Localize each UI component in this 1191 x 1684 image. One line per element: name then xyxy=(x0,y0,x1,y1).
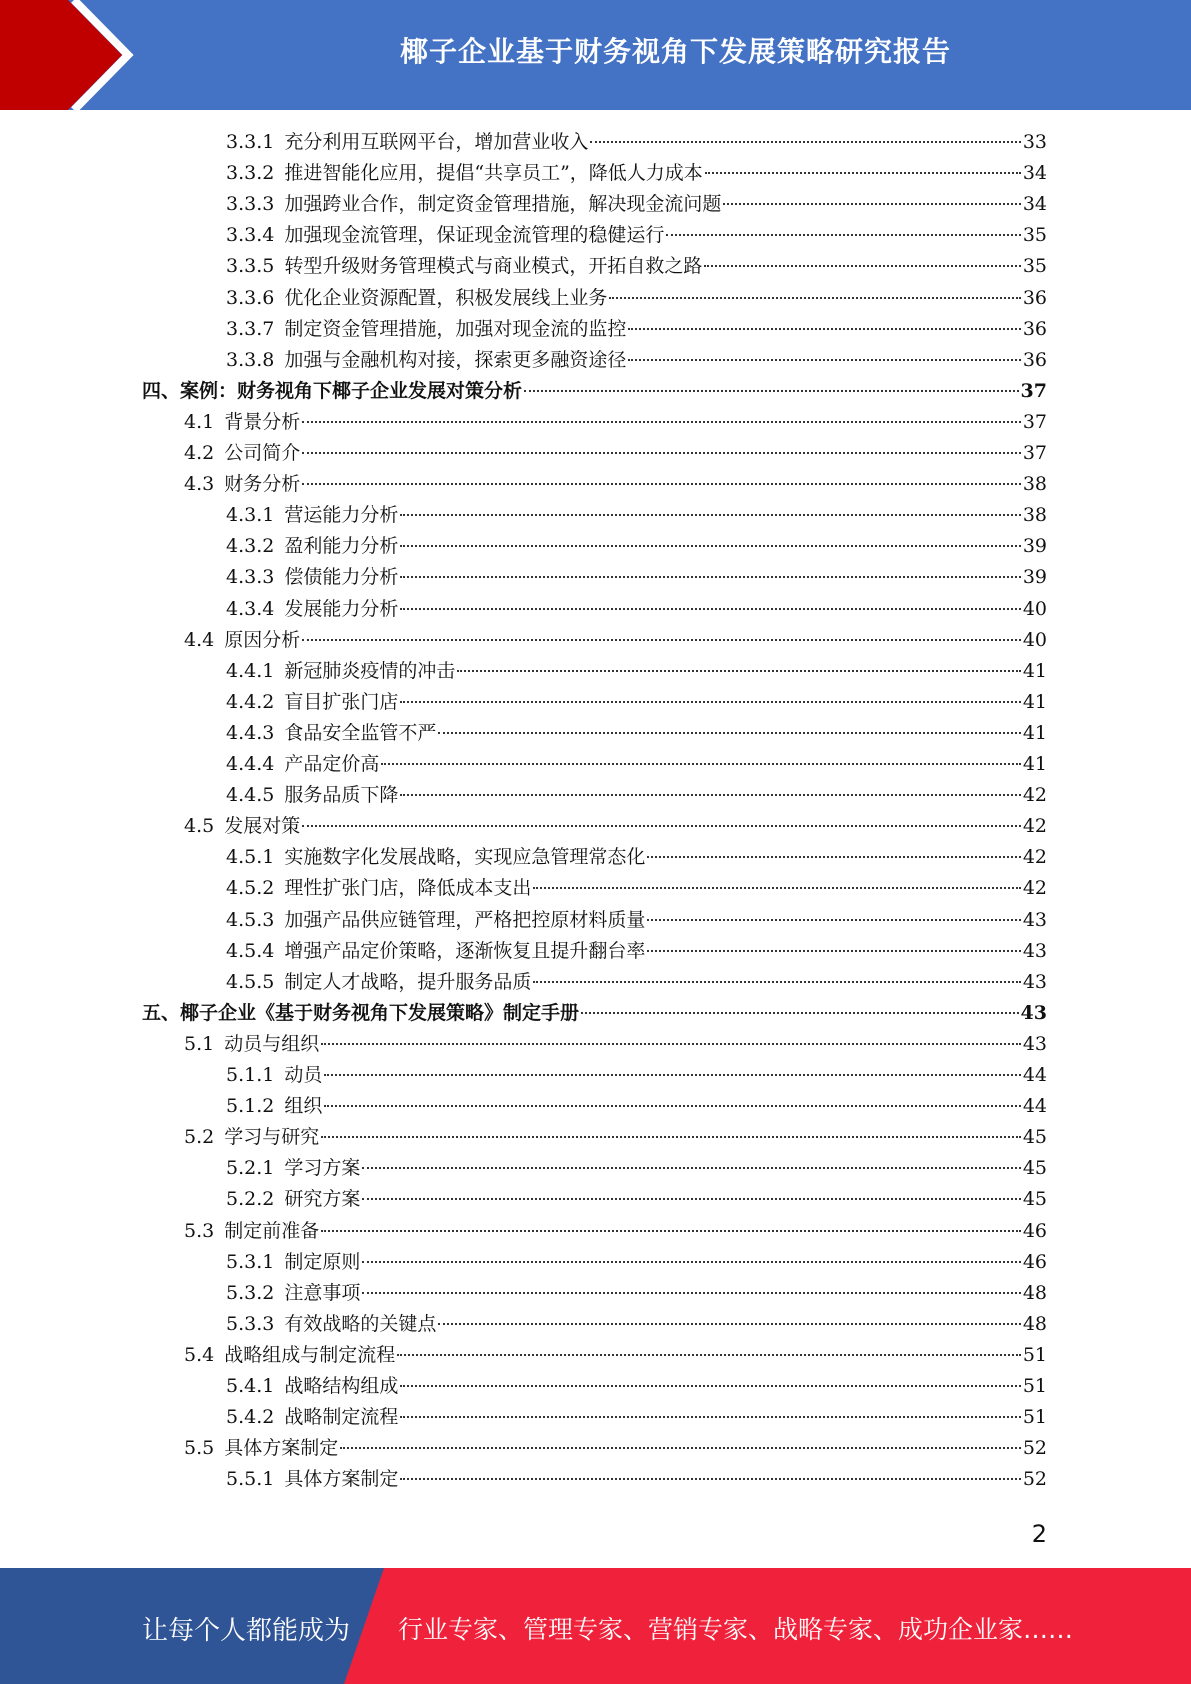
toc-entry[interactable] xyxy=(0,251,1191,282)
toc-entry-page: 42 xyxy=(1022,877,1047,900)
toc-entry-title: 盈利能力分析 xyxy=(284,535,399,558)
toc-entry[interactable] xyxy=(0,1060,1191,1091)
toc-dot-leader xyxy=(666,234,1020,236)
toc-entry-number: 3.3.2 xyxy=(226,162,275,185)
toc-entry[interactable] xyxy=(0,718,1191,749)
toc-entry-number: 5.3.3 xyxy=(226,1312,275,1335)
toc-entry-content xyxy=(226,780,1047,811)
toc-dot-leader xyxy=(397,1354,1021,1356)
toc-entry-content xyxy=(184,625,1047,656)
toc-entry-page: 39 xyxy=(1022,566,1047,589)
toc-entry-title: 研究方案 xyxy=(284,1188,361,1211)
toc-dot-leader xyxy=(628,359,1020,361)
toc-dot-leader xyxy=(321,1230,1021,1232)
toc-entry-content xyxy=(226,1371,1047,1402)
toc-entry-number: 5.3 xyxy=(184,1219,215,1242)
toc-entry-content xyxy=(226,531,1047,562)
document-title: 椰子企业基于财务视角下发展策略研究报告 xyxy=(399,35,951,68)
toc-entry-page: 43 xyxy=(1022,908,1047,931)
toc-dot-leader xyxy=(533,981,1020,983)
toc-dot-leader xyxy=(400,1478,1020,1480)
toc-entry-page: 41 xyxy=(1022,690,1047,713)
toc-entry[interactable] xyxy=(0,1371,1191,1402)
toc-entry-page: 45 xyxy=(1022,1126,1047,1149)
toc-dot-leader xyxy=(400,608,1020,610)
toc-entry[interactable] xyxy=(0,1309,1191,1340)
toc-entry-title: 推进智能化应用，提倡“共享员工”，降低人力成本 xyxy=(284,162,703,185)
toc-entry-number: 4.4.4 xyxy=(226,753,275,775)
toc-entry[interactable] xyxy=(0,345,1191,376)
toc-dot-leader xyxy=(457,670,1020,672)
toc-entry-title: 新冠肺炎疫情的冲击 xyxy=(284,659,456,682)
toc-entry[interactable] xyxy=(0,1216,1191,1247)
toc-entry-title: 制定资金管理措施，加强对现金流的监控 xyxy=(284,317,627,340)
toc-entry-page: 37 xyxy=(1020,379,1047,402)
header-arrow-decoration xyxy=(0,0,150,110)
toc-entry[interactable] xyxy=(0,1029,1191,1060)
toc-entry-title: 学习方案 xyxy=(284,1157,361,1180)
toc-entry-number: 4.3 xyxy=(184,473,215,496)
toc-entry-content xyxy=(226,873,1047,904)
toc-dot-leader xyxy=(400,794,1020,796)
toc-entry-number: 5.3.1 xyxy=(226,1250,275,1273)
toc-entry-page: 48 xyxy=(1022,1281,1047,1304)
toc-entry[interactable] xyxy=(0,656,1191,687)
toc-entry-page: 44 xyxy=(1022,1064,1047,1086)
toc-entry-number: 4.4.3 xyxy=(226,721,275,744)
toc-entry-content xyxy=(226,1278,1047,1309)
toc-entry[interactable] xyxy=(0,687,1191,718)
toc-entry-content xyxy=(184,469,1047,500)
toc-entry-number: 5.1.1 xyxy=(226,1064,275,1086)
toc-entry-number: 4.4.1 xyxy=(226,659,275,682)
toc-entry[interactable] xyxy=(0,749,1191,780)
toc-entry[interactable] xyxy=(0,127,1191,158)
toc-entry-content xyxy=(226,594,1047,625)
toc-entry-title: 产品定价高 xyxy=(284,753,380,775)
toc-entry-content xyxy=(226,905,1047,936)
toc-dot-leader xyxy=(362,1167,1020,1169)
toc-entry-number: 3.3.4 xyxy=(226,224,275,247)
toc-entry[interactable] xyxy=(0,1247,1191,1278)
toc-entry-page: 33 xyxy=(1022,131,1047,153)
toc-entry-number: 5.5.1 xyxy=(226,1468,275,1491)
toc-entry-number: 3.3.5 xyxy=(226,255,275,278)
toc-entry-page: 38 xyxy=(1022,473,1047,496)
toc-dot-leader xyxy=(400,576,1020,578)
toc-entry-page: 35 xyxy=(1022,224,1047,247)
toc-entry-title: 优化企业资源配置，积极发展线上业务 xyxy=(284,286,608,309)
toc-dot-leader xyxy=(362,1292,1020,1294)
toc-entry-content xyxy=(142,376,1047,407)
toc-dot-leader xyxy=(438,732,1020,734)
toc-dot-leader xyxy=(647,856,1020,858)
toc-entry-content xyxy=(226,1184,1047,1215)
toc-dot-leader xyxy=(533,887,1020,889)
toc-entry-title: 偿债能力分析 xyxy=(284,566,399,589)
toc-dot-leader xyxy=(400,701,1020,703)
footer-slogan: 让每个人都能成为 xyxy=(142,1616,351,1646)
toc-entry-title: 公司简介 xyxy=(224,442,301,464)
toc-dot-leader xyxy=(324,1074,1020,1076)
toc-entry-page: 42 xyxy=(1022,784,1047,807)
toc-entry-content xyxy=(226,283,1047,314)
toc-entry-page: 34 xyxy=(1022,162,1047,185)
toc-entry-number: 5.2.2 xyxy=(226,1188,275,1211)
toc-entry-content xyxy=(184,438,1047,469)
toc-entry[interactable] xyxy=(0,158,1191,189)
toc-entry-title: 盲目扩张门店 xyxy=(284,690,399,713)
toc-entry-title: 组织 xyxy=(284,1095,323,1118)
toc-entry[interactable] xyxy=(0,1402,1191,1433)
toc-entry-content xyxy=(226,1153,1047,1184)
toc-entry-content xyxy=(184,1216,1047,1247)
toc-entry[interactable] xyxy=(0,220,1191,251)
toc-entry[interactable] xyxy=(0,438,1191,469)
toc-entry-page: 36 xyxy=(1022,317,1047,340)
toc-dot-leader xyxy=(590,141,1020,143)
toc-entry-title: 加强现金流管理，保证现金流管理的稳健运行 xyxy=(284,224,665,247)
toc-entry-page: 40 xyxy=(1022,597,1047,620)
toc-entry-number: 四、 xyxy=(142,379,181,402)
toc-entry[interactable] xyxy=(0,967,1191,998)
toc-entry[interactable] xyxy=(0,998,1191,1029)
toc-entry[interactable] xyxy=(0,376,1191,407)
toc-dot-leader xyxy=(705,172,1021,174)
toc-entry-page: 51 xyxy=(1022,1375,1047,1397)
toc-entry-title: 发展能力分析 xyxy=(284,597,399,620)
toc-entry-number: 3.3.3 xyxy=(226,193,275,216)
toc-entry-number: 3.3.6 xyxy=(226,286,275,309)
toc-entry[interactable] xyxy=(0,500,1191,531)
toc-entry-content xyxy=(226,1247,1047,1278)
toc-entry-title: 加强与金融机构对接，探索更多融资途径 xyxy=(284,348,627,371)
toc-entry[interactable] xyxy=(0,936,1191,967)
toc-dot-leader xyxy=(321,1136,1021,1138)
toc-dot-leader xyxy=(609,297,1020,299)
toc-entry-page: 51 xyxy=(1022,1343,1047,1366)
toc-entry-title: 服务品质下降 xyxy=(284,784,399,807)
footer-tagline: 行业专家、管理专家、营销专家、战略专家、成功企业家…… xyxy=(398,1615,1074,1644)
toc-dot-leader xyxy=(704,265,1020,267)
toc-entry[interactable] xyxy=(0,1122,1191,1153)
toc-dot-leader xyxy=(647,919,1020,921)
toc-entry[interactable] xyxy=(0,594,1191,625)
toc-entry-number: 5.4.1 xyxy=(226,1375,275,1397)
toc-dot-leader xyxy=(302,483,1021,485)
toc-entry-content xyxy=(226,562,1047,593)
toc-entry-content xyxy=(226,967,1047,998)
toc-entry-title: 充分利用互联网平台，增加营业收入 xyxy=(284,131,589,153)
toc-entry-title: 加强产品供应链管理，严格把控原材料质量 xyxy=(284,908,646,931)
toc-entry-title: 案例：财务视角下椰子企业发展对策分析 xyxy=(180,379,523,402)
toc-entry-number: 4.5.2 xyxy=(226,877,275,900)
toc-dot-leader xyxy=(302,452,1021,454)
toc-dot-leader xyxy=(340,1447,1021,1449)
toc-entry-page: 42 xyxy=(1022,815,1047,838)
toc-entry[interactable] xyxy=(0,842,1191,873)
toc-entry-content xyxy=(226,1060,1047,1091)
toc-entry[interactable] xyxy=(0,189,1191,220)
toc-entry-page: 41 xyxy=(1022,721,1047,744)
toc-entry[interactable] xyxy=(0,283,1191,314)
toc-entry-content xyxy=(226,1402,1047,1433)
toc-entry-number: 5.5 xyxy=(184,1437,215,1460)
toc-entry-page: 43 xyxy=(1022,970,1047,993)
toc-entry-title: 加强跨业合作，制定资金管理措施，解决现金流问题 xyxy=(284,193,722,216)
toc-entry-number: 5.4 xyxy=(184,1343,215,1366)
toc-entry-number: 3.3.8 xyxy=(226,348,275,371)
toc-dot-leader xyxy=(400,1416,1020,1418)
toc-entry-title: 学习与研究 xyxy=(224,1126,320,1149)
toc-entry-page: 45 xyxy=(1022,1188,1047,1211)
toc-entry-number: 5.1.2 xyxy=(226,1095,275,1118)
toc-entry-number: 3.3.1 xyxy=(226,131,275,153)
toc-entry-title: 转型升级财务管理模式与商业模式，开拓自救之路 xyxy=(284,255,703,278)
toc-dot-leader xyxy=(628,328,1020,330)
toc-dot-leader xyxy=(302,825,1021,827)
toc-entry-page: 46 xyxy=(1022,1219,1047,1242)
toc-entry-number: 4.3.1 xyxy=(226,504,275,527)
toc-entry-number: 4.5.5 xyxy=(226,970,275,993)
toc-dot-leader xyxy=(400,545,1020,547)
toc-entry-page: 41 xyxy=(1022,659,1047,682)
toc-entry[interactable] xyxy=(0,905,1191,936)
toc-entry-content xyxy=(226,158,1047,189)
toc-dot-leader xyxy=(524,390,1019,392)
toc-entry-number: 5.1 xyxy=(184,1032,215,1055)
toc-entry-number: 4.3.3 xyxy=(226,566,275,589)
toc-entry-number: 4.5 xyxy=(184,815,215,838)
toc-dot-leader xyxy=(381,763,1020,765)
toc-entry[interactable] xyxy=(0,469,1191,500)
toc-entry[interactable] xyxy=(0,780,1191,811)
page-header xyxy=(0,0,1191,110)
toc-entry-content xyxy=(226,251,1047,282)
toc-entry-title: 战略组成与制定流程 xyxy=(224,1343,396,1366)
toc-entry-content xyxy=(226,500,1047,531)
toc-entry-page: 37 xyxy=(1022,410,1047,433)
toc-entry-content xyxy=(184,1340,1047,1371)
toc-entry-content xyxy=(184,1433,1047,1464)
toc-entry-title: 注意事项 xyxy=(284,1281,361,1304)
toc-entry-title: 制定人才战略，提升服务品质 xyxy=(284,970,532,993)
toc-entry-title: 椰子企业《基于财务视角下发展策略》制定手册 xyxy=(180,1001,580,1024)
toc-entry-page: 34 xyxy=(1022,193,1047,216)
toc-dot-leader xyxy=(723,203,1020,205)
toc-dot-leader xyxy=(324,1105,1020,1107)
toc-entry-content xyxy=(226,749,1047,780)
toc-entry-page: 42 xyxy=(1022,846,1047,869)
toc-entry-title: 战略结构组成 xyxy=(284,1375,399,1397)
toc-entry-page: 48 xyxy=(1022,1312,1047,1335)
toc-entry-title: 动员 xyxy=(284,1064,323,1086)
toc-entry-page: 43 xyxy=(1020,1001,1047,1024)
toc-entry-number: 4.4.5 xyxy=(226,784,275,807)
toc-entry-title: 战略制定流程 xyxy=(284,1406,399,1429)
toc-entry-title: 动员与组织 xyxy=(224,1032,320,1055)
toc-entry-content xyxy=(226,189,1047,220)
toc-entry[interactable] xyxy=(0,811,1191,842)
toc-dot-leader xyxy=(302,639,1021,641)
toc-entry-number: 5.4.2 xyxy=(226,1406,275,1429)
toc-dot-leader xyxy=(400,1385,1020,1387)
toc-dot-leader xyxy=(362,1261,1020,1263)
toc-entry-title: 财务分析 xyxy=(224,473,301,496)
toc-entry-page: 36 xyxy=(1022,286,1047,309)
toc-entry-title: 制定原则 xyxy=(284,1250,361,1273)
toc-entry-title: 背景分析 xyxy=(224,410,301,433)
toc-entry-content xyxy=(226,687,1047,718)
toc-entry-content xyxy=(184,811,1047,842)
toc-entry-title: 制定前准备 xyxy=(224,1219,320,1242)
toc-dot-leader xyxy=(647,950,1020,952)
toc-entry[interactable] xyxy=(0,625,1191,656)
toc-entry[interactable] xyxy=(0,1433,1191,1464)
toc-entry-content xyxy=(226,220,1047,251)
toc-entry-number: 5.2 xyxy=(184,1126,215,1149)
toc-entry-content xyxy=(226,936,1047,967)
toc-entry-number: 4.3.4 xyxy=(226,597,275,620)
toc-entry[interactable] xyxy=(0,407,1191,438)
toc-entry-content xyxy=(226,1464,1047,1495)
toc-entry[interactable] xyxy=(0,531,1191,562)
toc-entry-content xyxy=(184,1029,1047,1060)
toc-entry-number: 5.2.1 xyxy=(226,1157,275,1180)
toc-entry[interactable] xyxy=(0,314,1191,345)
toc-entry-content xyxy=(184,407,1047,438)
toc-dot-leader xyxy=(581,1012,1019,1014)
toc-entry-page: 44 xyxy=(1022,1095,1047,1118)
toc-entry[interactable] xyxy=(0,1091,1191,1122)
toc-entry-number: 4.4 xyxy=(184,628,215,651)
toc-entry-title: 发展对策 xyxy=(224,815,301,838)
toc-entry-content xyxy=(226,656,1047,687)
toc-entry-title: 原因分析 xyxy=(224,628,301,651)
toc-entry-page: 37 xyxy=(1022,442,1047,464)
toc-entry-title: 营运能力分析 xyxy=(284,504,399,527)
toc-entry[interactable] xyxy=(0,1184,1191,1215)
toc-entry-number: 4.1 xyxy=(184,410,215,433)
toc-entry-page: 46 xyxy=(1022,1250,1047,1273)
toc-entry[interactable] xyxy=(0,873,1191,904)
toc-entry-page: 51 xyxy=(1022,1406,1047,1429)
toc-entry-page: 39 xyxy=(1022,535,1047,558)
toc-entry-number: 4.4.2 xyxy=(226,690,275,713)
toc-entry-page: 52 xyxy=(1022,1468,1047,1491)
toc-entry-number: 4.2 xyxy=(184,442,215,464)
toc-entry-page: 36 xyxy=(1022,348,1047,371)
toc-entry[interactable] xyxy=(0,1340,1191,1371)
toc-entry-content xyxy=(226,314,1047,345)
toc-entry-number: 4.5.3 xyxy=(226,908,275,931)
toc-entry-page: 43 xyxy=(1022,939,1047,962)
toc-entry-content xyxy=(226,1091,1047,1122)
toc-entry-page: 40 xyxy=(1022,628,1047,651)
toc-dot-leader xyxy=(400,514,1020,516)
toc-entry-title: 有效战略的关键点 xyxy=(284,1312,437,1335)
toc-entry-page: 43 xyxy=(1022,1032,1047,1055)
toc-entry-content xyxy=(184,1122,1047,1153)
toc-entry-number: 3.3.7 xyxy=(226,317,275,340)
toc-dot-leader xyxy=(302,421,1021,423)
toc-dot-leader xyxy=(438,1323,1020,1325)
toc-entry-title: 增强产品定价策略，逐渐恢复且提升翻台率 xyxy=(284,939,646,962)
toc-entry-number: 5.3.2 xyxy=(226,1281,275,1304)
toc-entry-number: 4.5.1 xyxy=(226,846,275,869)
page-number: 2 xyxy=(1031,1520,1047,1548)
toc-entry-page: 35 xyxy=(1022,255,1047,278)
toc-entry-number: 4.5.4 xyxy=(226,939,275,962)
toc-entry-page: 38 xyxy=(1022,504,1047,527)
toc-entry-content xyxy=(226,345,1047,376)
toc-entry-content xyxy=(226,718,1047,749)
toc-entry-content xyxy=(142,998,1047,1029)
toc-dot-leader xyxy=(321,1043,1021,1045)
toc-entry-title: 实施数字化发展战略，实现应急管理常态化 xyxy=(284,846,646,869)
toc-entry[interactable] xyxy=(0,1153,1191,1184)
toc-entry-title: 食品安全监管不严 xyxy=(284,721,437,744)
toc-entry-page: 52 xyxy=(1022,1437,1047,1460)
toc-entry-number: 五、 xyxy=(142,1001,181,1024)
toc-entry-content xyxy=(226,1309,1047,1340)
toc-entry-page: 45 xyxy=(1022,1157,1047,1180)
toc-dot-leader xyxy=(362,1198,1020,1200)
toc-entry[interactable] xyxy=(0,1464,1191,1495)
toc-entry-number: 4.3.2 xyxy=(226,535,275,558)
toc-entry-title: 具体方案制定 xyxy=(284,1468,399,1491)
toc-entry-content xyxy=(226,842,1047,873)
toc-entry[interactable] xyxy=(0,562,1191,593)
toc-entry[interactable] xyxy=(0,1278,1191,1309)
toc-entry-page: 41 xyxy=(1022,753,1047,775)
toc-entry-title: 理性扩张门店，降低成本支出 xyxy=(284,877,532,900)
toc-entry-content xyxy=(226,127,1047,158)
toc-entry-title: 具体方案制定 xyxy=(224,1437,339,1460)
